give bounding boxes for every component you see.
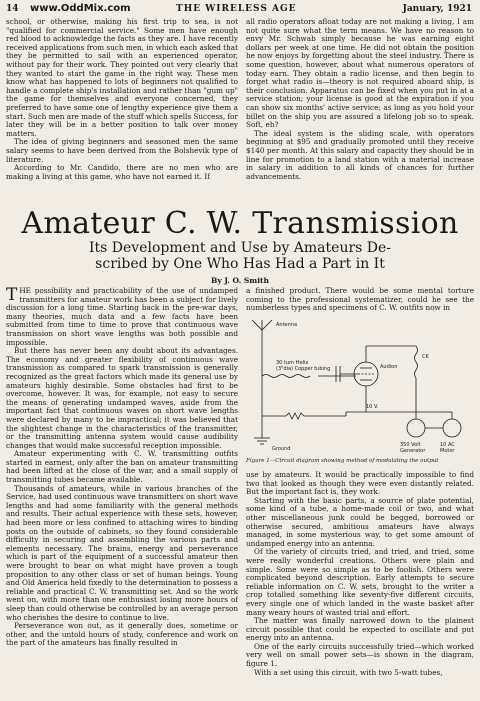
ground-label: Ground [272,446,291,452]
paragraph: a finished product. There would be some mental torture coming to the professional systematizer, could he see the numberless types and specimens of C. W. outfits now in [246,287,474,313]
motor-label: 10 AC [440,442,455,448]
subtitle-line: scribed by One Who Has Had a Part in It [95,256,385,272]
paragraph: Of the variety of circuits tried, and tried, and tried, some were really wonderful creations. Others were plain and simple. Some were so simple as to be foolish. Others were complicated beyond description. Early attempts to secure reliable information on C. W. sets, brought to the writer a crop totalled something like seventy-five different circuits, every single one of which landed in the waste basket after many weary hours of wasted trial and effort. [246,547,474,617]
generator-label: 350 Volt [400,442,421,448]
motor-label-2: Motor [440,448,455,454]
paragraph: Starting with the basic parts, a source of plate potential, some kind of a tube, a home-made coil or two, and what other miscellaneous junk could be begged, borrowed or otherwise secured, ambitious amateurs have always managed, in some mysterious way, to get some amount of undamped energy into an antenna. [246,495,474,548]
choke-coil [415,346,418,378]
continued-article-left-column [6,18,238,207]
drop-cap: T [6,287,18,305]
lead-paragraph [6,287,238,347]
helix-coil [262,375,310,378]
paragraph: use by amateurs. It would be practically impossible to find two that looked as though they were even distantly related. But the important fact is, they work. [246,471,474,497]
page-header [6,4,472,18]
site-watermark: www.OddMix.com [30,3,131,14]
paragraph: With a set using this circuit, with two 5-watt tubes, [254,667,443,677]
paragraph: One of the early circuits successfully tried—which worked very well on small power sets—is shown in the diagram, figure 1. [246,641,474,669]
figure-caption: Figure 1—Circuit diagram showing method of modulating the output [246,458,439,464]
volt-label: 10 V. [366,404,379,410]
lead-paragraph-text: HE possibility and practicability of the use of undamped transmitters for amateur work has been a subject for lively discussion for a long time. Starting back in the pre-war days, many theories, much data and a few facts have been submitted from time to time to prove that continuous wave transmission on short wave lengths was both possible and impossible. [6,287,238,347]
continued-article-right-column [246,18,474,207]
paragraph: Amateur experimenting with C. W. transmitting outfits started in earnest, only after the ban on amateur transmitting had been lifted at the close of the war, and a small supply of transmitting tubes became available. [6,449,238,485]
article-right-column-top [246,287,474,313]
antenna-symbol [252,320,272,376]
ck-label: CK [422,354,429,360]
helix-label: 30 turn Helix [276,360,309,366]
paragraph: Thousands of amateurs, while in various branches of the Service, had used continuous wave transmitters on short wave lengths and had some familiarity with the general methods and results. Their actual experience with these sets, however, had been more or less confined to attaching wires to binding posts on the outside of cabinets, so they found considerable difficulty in securing and assembling the various parts and elements necessary. The brains, energy and perseverance which is part of the equipment of a successful amateur then were brought to bear on what might have proven a tough proposition to any other class or set of human beings. Young and Old America held fixedly to the determination to possess a reliable and practical C. W. transmitting set. And so the work went on, with more than one enthusiast losing more hours of sleep than could otherwise be controlled by an average person who cherishes the desire to continue to live. [6,483,238,622]
page-number: 14 [6,4,19,14]
motor-symbol [443,419,461,437]
circuit-diagram [246,316,474,456]
paragraph: all radio operators afloat today are not making a living, I am not quite sure what the term means. We have no reason to envy Mr. Schwab simply because he was earning eight dollars per week at one time. He did not obtain the position he now enjoys by forgetting about the steel industry. There is some question, however, about what numerous operators of today earn. They obtain a radio license, and then begin to forget what radio is—theory is not required aboard ship, is their conclusion. Apparatus can be fixed when you put in at a service station; your license is good at the expiration if you can show six months' active service; as long as you hold your billet on the ship you are assured a lifelong job so to speak. Soft, eh? [246,18,474,130]
issue-date: January, 1921 [402,4,472,14]
paragraph: Perseverance won out, as it generally does, sometime or other, and the untold hours of study, conference and work on the part of the amateurs has finally resulted in [6,621,238,648]
helix-label-2: (3"dia) Copper tubing [276,366,331,372]
article-title: Amateur C. W. Transmission [21,206,459,241]
paragraph: The matter was finally narrowed down to the plainest circuit possible that could be expected to oscillate and put energy into an antenna. [246,616,474,643]
subtitle-line: Its Development and Use by Amateurs De- [88,240,392,256]
article-byline: By J. O. Smith [211,276,269,285]
paragraph: But there has never been any doubt about its advantages. The economy and greater flexibility of continuous wave transmission as compared to spark transmission is generally recognized as the great factors which made its general use by amateurs highly desirable. Some obstacles had first to be overcome, however. It was, for example, not easy to secure the means of generating undamped waves, aside from the important fact that continuous waves on short wave lengths were declared by many to be impractical; it was believed that the slightest change in the characteristics of the transmitter, or the transmitting antenna system would cause audibility changes that would make successful reception impossible. [6,346,238,450]
article-right-column [246,471,474,699]
resistor [286,413,304,419]
generator-symbol [407,419,425,437]
paragraph: According to Mr. Candido, there are no men who are making a living at this game, who have not earned it. If [6,163,238,181]
paragraph: school, or otherwise, making his first trip to sea, is not "qualified for commercial service." Some men have enough red blood to acknowledge the facts as they are. I have recently received applications from such men, in which each asked that they be permitted to sail with an experienced operator, without pay for their work. They pointed out very clearly that they wanted to start the game in the right way. These men know what has happened to lots of beginners not qualified to handle a complete ship's installation and rather than "gum up" the game for themselves and everyone concerned, they preferred to have some one of lengthy experience give them a start. Such men are made of the stuff which spells Success, for later they will be in a better position to talk over money matters. [6,18,238,138]
audion-label: Audion [380,364,398,370]
article-left-column [6,287,238,699]
article-subtitle [0,240,480,272]
paragraph: The idea of giving beginners and seasoned men the same salary seems to have been derived from the Bolshevik type of literature. [6,137,238,164]
antenna-label: Antenna [276,322,298,328]
generator-label-2: Generator [400,448,426,454]
publication-name: THE WIRELESS AGE [176,4,297,14]
paragraph: The ideal system is the sliding scale, with operators beginning at $95 and gradually promoted until they receive $140 per month. At this salary and capacity they should be in line for promotion to a land station with a material increase in salary in addition to all kinds of chances for further advancements. [246,128,474,181]
